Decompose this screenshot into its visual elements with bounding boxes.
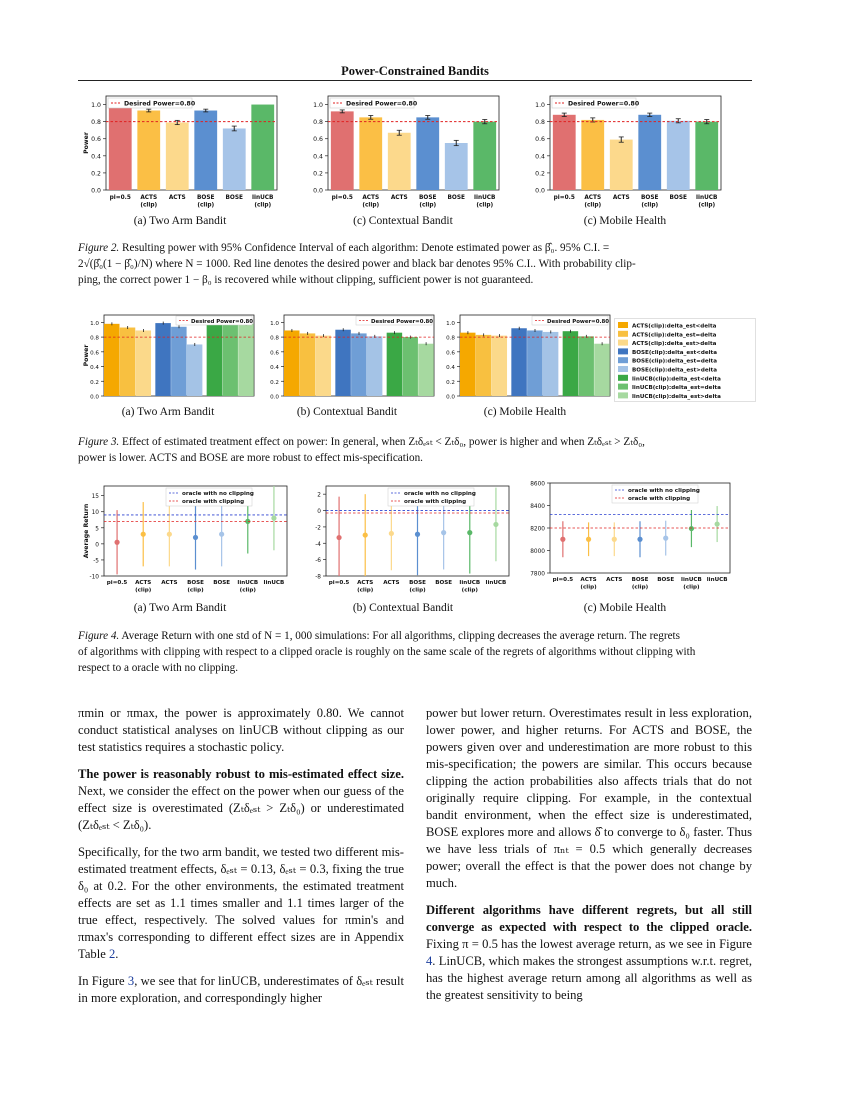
x-tick-label: ACTS: [606, 577, 623, 583]
y-tick-label: 0.0: [91, 187, 101, 195]
fig4-caption-label: Figure 4.: [78, 630, 120, 642]
legend-label: Desired Power=0.80: [191, 318, 254, 325]
mean-point: [586, 537, 591, 542]
left-p2-heading: The power is reasonably robust to mis-estimated effect size.: [78, 767, 404, 781]
mean-point: [389, 531, 394, 536]
x-tick-label: (clip): [362, 202, 380, 209]
header-rule: [78, 80, 752, 81]
x-tick-label: (clip): [641, 202, 659, 209]
mean-point: [167, 532, 172, 537]
x-tick-label: (clip): [197, 202, 215, 209]
x-tick-label: (clip): [409, 587, 426, 594]
bar: [331, 111, 354, 190]
y-tick-label: 1.0: [270, 320, 279, 327]
bar: [238, 324, 253, 396]
bar: [120, 328, 135, 396]
right-paragraph-1: power but lower return. Overestimates result in less exploration, lower power, and higher returns. For ACTS and BOSE, the powers given over and underestimation are more robust to this mis-specification; the powers are similar. This occurs because clipping the action probabilities also affects trials that do not originally require clipping. For example, in the contextual bandit environment, when the effect size is underestimated, BOSE explores more and allows δ̂ to converge to δ₀ faster. Thus we have less trials of πₙₜ = 0.5 which generally decreases power; overall the effect is that the power does not change by much.: [426, 706, 752, 890]
y-tick-label: 0.2: [313, 170, 323, 178]
legend-item: ACTS(clip):delta_est=delta: [632, 332, 717, 339]
bar: [387, 333, 402, 396]
x-tick-label: linUCB: [459, 580, 481, 586]
legend-swatch: [618, 322, 628, 328]
left-paragraph-2: [78, 766, 404, 834]
y-tick-label: -10: [89, 574, 99, 581]
y-axis-label: Average Return: [83, 503, 90, 559]
y-tick-label: 0.4: [270, 365, 279, 372]
y-tick-label: 8200: [530, 526, 545, 533]
x-tick-label: (clip): [683, 584, 700, 591]
table-2-link[interactable]: 2: [108, 947, 116, 961]
legend-item: ACTS(clip):delta_est>delta: [632, 341, 717, 348]
bar: [418, 344, 433, 396]
fig2-subcaption-c: (c) Mobile Health: [583, 215, 667, 227]
x-tick-label: ACTS: [580, 577, 597, 583]
x-tick-label: BOSE: [447, 195, 465, 201]
bar: [543, 332, 558, 396]
x-tick-label: (clip): [140, 202, 158, 209]
y-tick-label: 0.8: [91, 119, 101, 127]
x-tick-label: ACTS: [584, 195, 602, 201]
fig3-caption-line2: power is lower. ACTS and BOSE are more robust to effect mis-specification.: [78, 452, 423, 464]
x-tick-label: (clip): [631, 584, 649, 591]
fig2-caption-line2: 2√(β̂₀(1 − β̂₀)/N) where N = 1000. Red line denotes the desired power and black bar denotes 95% C.I.. With probability clip-: [78, 258, 636, 270]
fig2-subcaption-b: (c) Contextual Bandit: [353, 215, 453, 227]
legend-label: oracle with no clipping: [628, 488, 700, 494]
y-tick-label: 0.8: [535, 119, 545, 127]
y-tick-label: 10: [91, 510, 99, 517]
x-tick-label: BOSE: [631, 577, 649, 583]
fig3-subcaption-a: (a) Two Arm Bandit: [121, 406, 215, 418]
x-tick-label: BOSE: [409, 580, 426, 586]
bar: [594, 344, 609, 396]
bar: [109, 105, 132, 190]
x-tick-label: BOSE: [435, 580, 453, 586]
y-tick-label: 0.0: [446, 394, 455, 401]
legend-label: Desired Power=0.80: [124, 100, 196, 108]
y-tick-label: 0.0: [90, 394, 99, 401]
x-tick-label: pi=0.5: [553, 195, 575, 201]
bar: [194, 111, 217, 190]
x-tick-label: ACTS: [383, 580, 400, 586]
y-tick-label: 0.6: [91, 136, 101, 144]
fig3-caption: [78, 434, 752, 466]
fig3-caption-line1: Effect of estimated treatment effect on power: In general, when Zₜδₑₛₜ < Zₜδ₀, power is higher and when Zₜδₑₛₜ > Zₜδ₀,: [119, 436, 645, 448]
x-tick-label: ACTS: [390, 195, 408, 201]
mean-point: [114, 540, 119, 545]
x-tick-label: BOSE: [225, 195, 243, 201]
y-tick-label: 0.8: [446, 335, 455, 342]
bar: [316, 336, 331, 396]
bar: [104, 324, 119, 396]
legend-item: linUCB(clip):delta_est=delta: [632, 385, 721, 392]
y-tick-label: -2: [315, 525, 321, 532]
legend-label: oracle with clipping: [628, 496, 691, 502]
x-tick-label: ACTS: [135, 580, 152, 586]
left-p3-text: Specifically, for the two arm bandit, we tested two different mis-estimated treatment effects, δₑₛₜ = 0.13, δₑₛₜ = 0.3, fixing the true δ₀ at 0.2. For the other environments, the estimated treatment effects are set as 1.1 times smaller and 1.1 times larger of the true effect, respectively. The solved values for πmin's and πmax's corresponding to different effect sizes are in Appendix Table: [78, 845, 404, 961]
bar: [137, 111, 160, 190]
legend-item: BOSE(clip):delta_est<delta: [632, 349, 717, 356]
x-tick-label: pi=0.5: [106, 580, 128, 586]
legend-item: ACTS(clip):delta_est<delta: [632, 323, 717, 330]
bar: [284, 330, 299, 396]
bar: [553, 115, 576, 190]
fig3-caption-label: Figure 3.: [78, 436, 120, 448]
x-tick-label: ACTS: [168, 195, 186, 201]
legend-label: oracle with clipping: [404, 499, 467, 505]
bar: [476, 335, 491, 396]
y-tick-label: -4: [315, 541, 321, 548]
x-tick-label: linUCB: [681, 577, 702, 583]
x-tick-label: linUCB: [696, 195, 718, 201]
mean-point: [415, 532, 420, 537]
mean-point: [193, 535, 198, 540]
mean-point: [219, 532, 224, 537]
figure-4-link[interactable]: 4: [426, 954, 433, 968]
bar: [402, 337, 417, 396]
x-tick-label: (clip): [476, 202, 494, 209]
x-tick-label: linUCB: [252, 195, 274, 201]
x-tick-label: linUCB: [485, 580, 507, 586]
y-tick-label: 1.0: [90, 320, 99, 327]
x-tick-label: pi=0.5: [109, 195, 131, 201]
fig2-caption-line3: ping, the correct power 1 − β₀ is recovered while without clipping, sufficient power is not guaranteed.: [78, 274, 534, 286]
y-tick-label: 0: [95, 542, 99, 549]
bar: [563, 331, 578, 396]
x-tick-label: pi=0.5: [552, 577, 574, 583]
y-tick-label: 8000: [530, 549, 545, 555]
fig4-chart-two-arm: [78, 480, 293, 600]
legend-item: BOSE(clip):delta_est=delta: [632, 358, 717, 365]
fig3-subcaption-c: (c) Mobile Health: [483, 406, 567, 418]
running-head: Power-Constrained Bandits: [341, 64, 489, 78]
y-tick-label: 0: [317, 509, 321, 516]
y-tick-label: 0.0: [270, 394, 279, 401]
mean-point: [441, 530, 446, 535]
fig2-chart-mobile-health: [522, 92, 727, 210]
fig4-chart-mobile-health: [518, 477, 736, 600]
bar: [300, 333, 315, 396]
fig3-legend: [614, 318, 756, 402]
y-tick-label: 15: [91, 494, 99, 501]
fig4-caption-line2: of algorithms with clipping with respect to a clipped oracle is roughly on the same scale of the regrets of algorithms without clipping with: [78, 646, 696, 658]
bar: [610, 140, 633, 190]
legend-swatch: [618, 375, 628, 381]
mean-point: [560, 537, 565, 542]
x-tick-label: (clip): [419, 202, 437, 209]
fig4-subcaption-b: (b) Contextual Bandit: [352, 602, 454, 614]
y-tick-label: 1.0: [91, 102, 101, 110]
y-axis-label: Power: [83, 344, 90, 367]
y-tick-label: 0.8: [313, 119, 323, 127]
bar: [251, 105, 274, 190]
y-tick-label: 2: [317, 492, 321, 499]
y-tick-label: -5: [93, 558, 99, 565]
bar: [473, 122, 496, 190]
x-tick-label: BOSE: [213, 580, 231, 586]
y-tick-label: 0.6: [313, 136, 323, 144]
x-tick-label: BOSE: [197, 195, 215, 201]
mean-point: [141, 532, 146, 537]
mean-point: [612, 537, 617, 542]
fig4-subcaption-c: (c) Mobile Health: [583, 602, 667, 614]
fig3-subcaption-b: (b) Contextual Bandit: [296, 406, 398, 418]
x-tick-label: linUCB: [237, 580, 259, 586]
x-tick-label: ACTS: [161, 580, 178, 586]
x-tick-label: BOSE: [419, 195, 437, 201]
bar: [695, 122, 718, 190]
legend-swatch: [618, 392, 628, 398]
right-p2-heading: Different algorithms have different regrets, but all still converge as expected with respect to the clipped oracle.: [426, 903, 752, 934]
body-right-column: [426, 705, 752, 1014]
y-tick-label: 0.4: [90, 365, 99, 372]
fig4-caption-line3: respect to a oracle with no clipping.: [78, 662, 238, 674]
legend-swatch: [618, 384, 628, 390]
legend-label: Desired Power=0.80: [547, 318, 610, 325]
fig2-chart-contextual: [300, 92, 505, 210]
x-tick-label: (clip): [357, 587, 374, 594]
x-tick-label: (clip): [239, 587, 256, 594]
x-tick-label: (clip): [135, 587, 152, 594]
fig2-caption-label: Figure 2.: [78, 242, 120, 254]
plot-frame: [550, 96, 721, 190]
body-left-column: [78, 705, 404, 1017]
bar: [359, 117, 382, 190]
fig2-caption: [78, 240, 752, 288]
bar: [581, 120, 604, 190]
y-tick-label: 0.8: [270, 335, 279, 342]
y-tick-label: 0.2: [535, 170, 545, 178]
y-tick-label: -6: [315, 558, 321, 565]
fig3-chart-contextual: [258, 312, 438, 402]
y-tick-label: 0.2: [446, 379, 455, 386]
x-tick-label: linUCB: [474, 195, 496, 201]
bar: [492, 336, 507, 396]
x-tick-label: BOSE: [187, 580, 204, 586]
mean-point: [467, 530, 472, 535]
y-tick-label: 0.2: [90, 379, 99, 386]
legend-item: BOSE(clip):delta_est>delta: [632, 367, 717, 374]
fig3-chart-two-arm: [78, 312, 258, 402]
y-axis-label: Power: [83, 132, 90, 154]
legend-label: oracle with clipping: [182, 499, 245, 505]
bar: [460, 333, 475, 396]
y-tick-label: 0.6: [535, 136, 545, 144]
legend-label: oracle with no clipping: [404, 491, 476, 497]
bar: [445, 143, 468, 190]
fig2-subcaption-a: (a) Two Arm Bandit: [133, 215, 227, 227]
legend-swatch: [618, 366, 628, 372]
right-paragraph-2: [426, 902, 752, 1004]
y-tick-label: -8: [315, 574, 321, 581]
bar: [511, 328, 526, 396]
bar: [222, 322, 237, 396]
x-tick-label: ACTS: [357, 580, 374, 586]
y-tick-label: 0.6: [270, 350, 279, 357]
x-tick-label: (clip): [254, 202, 272, 209]
x-tick-label: linUCB: [706, 577, 728, 583]
bar: [638, 115, 661, 190]
y-tick-label: 0.2: [91, 170, 101, 178]
mean-point: [689, 526, 694, 531]
left-paragraph-3: Specifically, for the two arm bandit, we tested two different mis-estimated treatment effects, δₑₛₜ = 0.13, δₑₛₜ = 0.3, fixing the true δ₀ at 0.2. For the other environments, the estimated treatment effects are set as 1.1 times smaller and 1.1 times larger of the true effect, respectively. The solved values for πmin's and πmax's corresponding to different effect sizes are in Appendix Table 2.: [78, 845, 404, 961]
y-tick-label: 0.4: [91, 153, 101, 161]
bar: [335, 330, 350, 396]
mean-point: [663, 536, 668, 541]
left-p4-text-a: In Figure: [78, 974, 125, 988]
mean-point: [637, 537, 642, 542]
x-tick-label: (clip): [698, 202, 716, 209]
figure-3-link[interactable]: 3: [127, 974, 135, 988]
x-tick-label: ACTS: [362, 195, 380, 201]
bar: [136, 330, 151, 396]
bar: [388, 133, 411, 190]
x-tick-label: ACTS: [612, 195, 630, 201]
x-tick-label: ACTS: [140, 195, 158, 201]
legend-label: oracle with no clipping: [182, 491, 254, 497]
legend-swatch: [618, 331, 628, 337]
y-tick-label: 8600: [530, 481, 545, 488]
left-p4-text-b: , we see that for linUCB, underestimates of δₑₛₜ result in more exploration, and correspondingly higher: [78, 974, 404, 1005]
legend-swatch: [618, 348, 628, 354]
bar: [667, 121, 690, 190]
y-tick-label: 0.8: [90, 335, 99, 342]
y-tick-label: 0.4: [535, 153, 545, 161]
y-tick-label: 0.0: [313, 187, 323, 195]
y-tick-label: 0.4: [313, 153, 323, 161]
legend-label: Desired Power=0.80: [568, 100, 640, 108]
bar: [578, 336, 593, 396]
bar: [166, 122, 189, 190]
x-tick-label: (clip): [580, 584, 597, 591]
bar: [187, 344, 202, 396]
y-tick-label: 8400: [530, 504, 545, 510]
right-p2-text-a: Fixing π = 0.5 has the lowest average return, as we see in Figure: [426, 937, 752, 951]
y-tick-label: 0.0: [535, 187, 545, 195]
fig4-chart-contextual: [300, 480, 515, 600]
mean-point: [271, 516, 276, 521]
mean-point: [363, 532, 368, 537]
y-tick-label: 0.2: [270, 379, 279, 386]
mean-point: [336, 535, 341, 540]
legend-label: Desired Power=0.80: [346, 100, 418, 108]
fig3-chart-mobile-health: [434, 312, 614, 402]
left-paragraph-4: [78, 973, 404, 1007]
legend-swatch: [618, 357, 628, 363]
x-tick-label: BOSE: [669, 195, 687, 201]
fig4-subcaption-a: (a) Two Arm Bandit: [133, 602, 227, 614]
left-p2-text: Next, we consider the effect on the power when our guess of the effect size is overestimated (Zₜδₑₛₜ > Zₜδ₀) or underestimated (Zₜδₑₛₜ < Zₜδ₀).: [78, 784, 404, 832]
x-tick-label: pi=0.5: [328, 580, 350, 586]
y-tick-label: 1.0: [535, 102, 545, 110]
x-tick-label: BOSE: [641, 195, 659, 201]
legend-swatch: [618, 340, 628, 346]
x-tick-label: (clip): [461, 587, 478, 594]
right-p2-text-b: . LinUCB, which makes the strongest assumptions w.r.t. regret, has the highest average return among all algorithms as well as the greatest sensitivity to being: [426, 954, 752, 1002]
bar: [207, 322, 222, 396]
x-tick-label: (clip): [187, 587, 204, 594]
fig4-caption-line1: Average Return with one std of N = 1, 000 simulations: For all algorithms, clipping decreases the average return. The regrets: [119, 630, 681, 642]
legend-item: linUCB(clip):delta_est>delta: [632, 393, 721, 400]
fig4-caption: [78, 628, 752, 676]
mean-point: [715, 521, 720, 526]
y-tick-label: 0.6: [446, 350, 455, 357]
fig2-chart-two-arm: [78, 92, 283, 210]
bar: [155, 323, 170, 396]
bar: [527, 330, 542, 396]
left-paragraph-1: πmin or πmax, the power is approximately 0.80. We cannot conduct statistical analyses on linUCB without clipping as our test statistics requires a stochastic policy.: [78, 706, 404, 754]
y-tick-label: 0.4: [446, 365, 455, 372]
legend-label: Desired Power=0.80: [371, 318, 434, 325]
y-tick-label: 0.6: [90, 350, 99, 357]
y-tick-label: 7800: [530, 571, 545, 578]
y-tick-label: 5: [95, 526, 99, 533]
fig2-caption-line1: Resulting power with 95% Confidence Interval of each algorithm: Denote estimated power as β̂₀. 95% C.I. =: [119, 242, 610, 254]
legend-item: linUCB(clip):delta_est<delta: [632, 376, 721, 383]
y-tick-label: 1.0: [313, 102, 323, 110]
x-tick-label: BOSE: [657, 577, 675, 583]
x-tick-label: linUCB: [263, 580, 285, 586]
y-tick-label: 1.0: [446, 320, 455, 327]
bar: [223, 128, 246, 190]
bar: [416, 117, 439, 190]
mean-point: [493, 522, 498, 527]
x-tick-label: (clip): [584, 202, 602, 209]
x-tick-label: pi=0.5: [331, 195, 353, 201]
bar: [367, 336, 382, 396]
bar: [351, 333, 366, 396]
